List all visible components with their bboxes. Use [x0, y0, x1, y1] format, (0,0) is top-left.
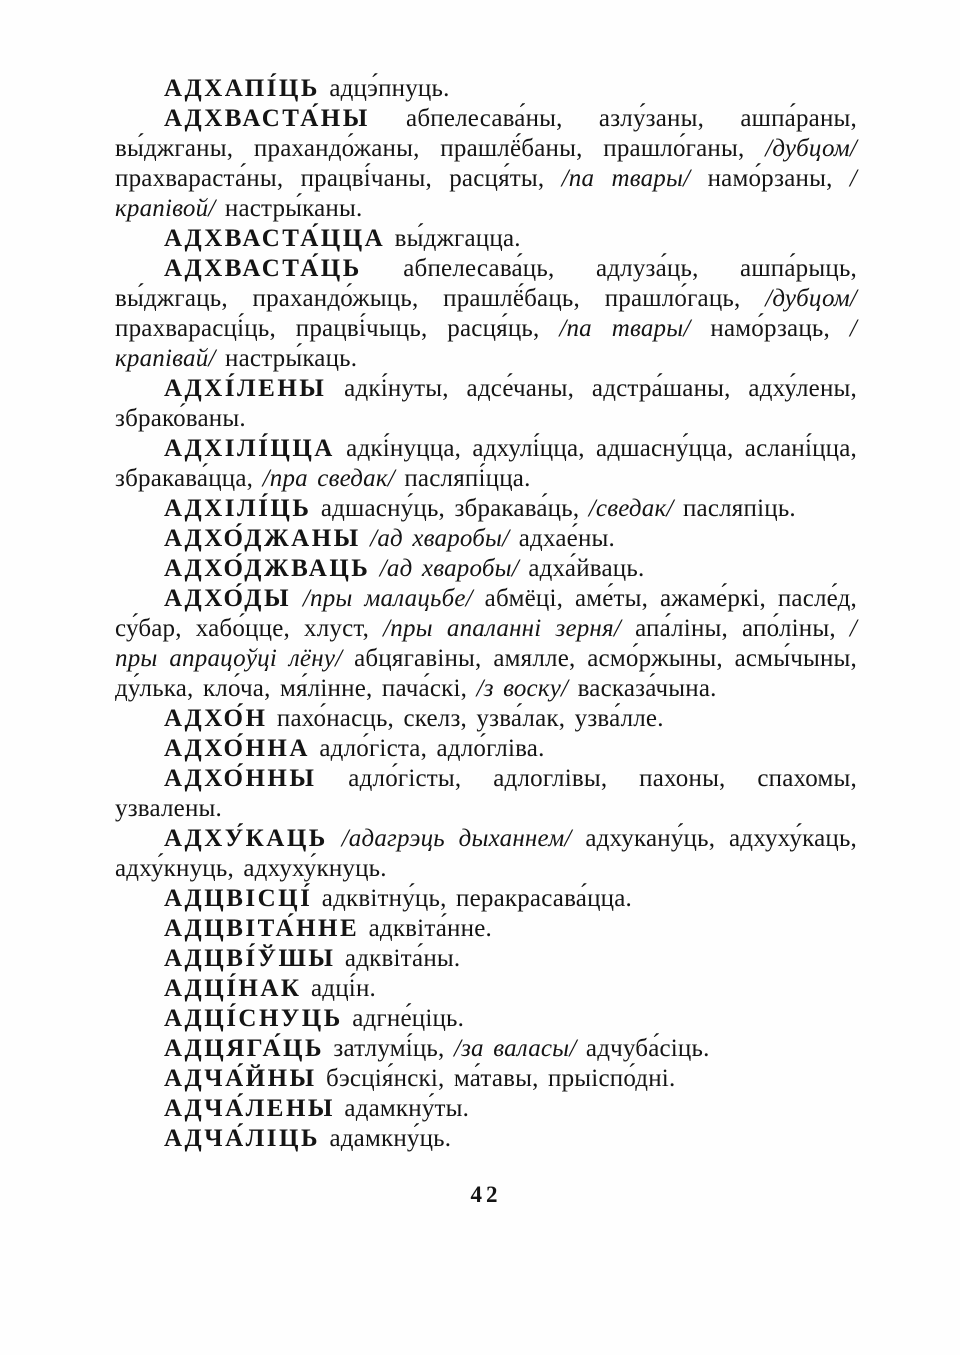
entry-synonyms: адквіта́ны. [335, 945, 461, 972]
entry-synonyms: адха́йваць. [518, 555, 645, 582]
entry-synonyms: адцэ́пнуць. [319, 75, 450, 102]
entry-paragraph [115, 944, 857, 974]
entry-usage-note: /пры малацьбе/ [302, 585, 473, 612]
entry-paragraph [115, 374, 857, 434]
entry-usage-note: /пры апаланні зерня/ [383, 615, 622, 642]
entry-headword: АДЦІ́НАК [164, 975, 302, 1002]
entry-headword: АДХО́ДЫ [164, 585, 291, 612]
entry-usage-note: /ад хваробы/ [379, 555, 519, 582]
entry-synonyms: абмёці, аме́ты, ажаме́ркі, пасле́д, су́бар, хабо́цце, хлуст, [115, 585, 857, 642]
entry-synonyms: адло́гіста, адло́гліва. [309, 735, 545, 762]
entry-paragraph [115, 524, 857, 554]
entry-synonyms: адкі́нуты, адсе́чаны, адстра́шаны, адху́лены, збрако́ваны. [115, 375, 857, 432]
entry-usage-note: /сведак/ [588, 495, 674, 522]
entry-headword: АДХО́ДЖВАЦЬ [164, 555, 371, 582]
entry-headword: АДЧА́ЛЕНЫ [164, 1095, 335, 1122]
entry-usage-note: /па твары/ [561, 165, 691, 192]
entry-synonyms: настры́каць. [215, 345, 358, 372]
entry-synonyms: адамкну́ты. [334, 1095, 470, 1122]
entry-usage-note: /дубцом/ [765, 135, 857, 162]
entry-headword: АДЧА́ЛІЦЬ [164, 1125, 320, 1152]
entry-headword: АДЦЯГА́ЦЬ [164, 1035, 324, 1062]
entry-headword: АДХО́ННЫ [164, 765, 317, 792]
entry-synonyms: вы́джгацца. [385, 225, 521, 252]
entry-synonyms: абпелесава́ны, азлу́заны, ашпа́раны, вы́джганы, прахандо́жаны, прашлё́баны, прашло́ганы, [115, 105, 857, 162]
entry-headword: АДХІЛІ́ЦЬ [164, 495, 312, 522]
entry-usage-note: /пры апрацоўці лёну/ [115, 615, 858, 672]
page-number: 42 [470, 1182, 502, 1207]
entry-synonyms [361, 525, 370, 552]
entry-synonyms: адкі́нуцца, адхулі́цца, адшасну́цца, аслані́цца, збракава́цца, [115, 435, 857, 492]
entry-paragraph [115, 104, 857, 224]
entry-synonyms [370, 555, 379, 582]
entry-synonyms: адшасну́ць, збракава́ць, [311, 495, 589, 522]
entry-synonyms: адгне́ціць. [342, 1005, 465, 1032]
entry-synonyms: абцягавіны, амялле, асмо́ржыны, асмы́чыны, ду́лька, кло́ча, мя́лінне, пача́скі, [115, 645, 857, 702]
entry-synonyms: настры́каны. [215, 195, 363, 222]
entry-paragraph [115, 554, 857, 584]
entry-paragraph [115, 704, 857, 734]
entry-headword: АДЦІ́СНУЦЬ [164, 1005, 343, 1032]
entry-paragraph [115, 1124, 857, 1154]
entry-usage-note: /з воску/ [476, 675, 569, 702]
entry-paragraph [115, 224, 857, 254]
entry-usage-note: /ад хваробы/ [370, 525, 510, 552]
entry-usage-note: /за валасы/ [453, 1035, 577, 1062]
entry-paragraph [115, 1094, 857, 1124]
entry-paragraph [115, 74, 857, 104]
entry-paragraph [115, 974, 857, 1004]
entry-synonyms: адці́н. [301, 975, 376, 1002]
entry-synonyms: адхукану́ць, адхуху́каць, адху́кнуць, адхуху́кнуць. [115, 825, 858, 882]
entry-synonyms: апа́ліны, апо́ліны, [621, 615, 850, 642]
entry-usage-note: /крапівой/ [115, 165, 857, 222]
entry-headword: АДХО́ДЖАНЫ [164, 525, 361, 552]
entry-paragraph [115, 494, 857, 524]
entry-headword: АДХО́Н [164, 705, 268, 732]
entry-synonyms: прахварасці́ць, працві́чыць, расця́ць, [115, 315, 560, 342]
entry-paragraph [115, 584, 857, 704]
entry-usage-note: /дубцом/ [765, 285, 857, 312]
entry-synonyms [291, 585, 303, 612]
entry-synonyms: адквіта́нне. [359, 915, 492, 942]
entry-synonyms: адквітну́ць, перакрасава́цца. [312, 885, 632, 912]
entry-synonyms: пасляпі́цца. [394, 465, 531, 492]
entry-paragraph [115, 254, 857, 374]
entry-synonyms: адхае́ны. [509, 525, 615, 552]
entry-headword: АДЦВІТА́ННЕ [164, 915, 360, 942]
entry-usage-note: /адагрэць дыханнем/ [341, 825, 572, 852]
entry-paragraph [115, 1004, 857, 1034]
entry-headword: АДХВАСТА́ЦЦА [164, 225, 386, 252]
entry-headword: АДХВАСТА́ЦЬ [164, 255, 362, 282]
entry-synonyms: пасляпіць. [673, 495, 796, 522]
entry-headword: АДЦВІ́ЎШЫ [164, 945, 336, 972]
entry-synonyms: намо́рзаць, [690, 315, 850, 342]
entry-paragraph [115, 1064, 857, 1094]
entry-synonyms: абпелесава́ць, адлуза́ць, ашпа́рыць, вы́джгаць, прахандо́жыць, прашлё́баць, прашло́гаць, [115, 255, 857, 312]
entry-usage-note: /па твары/ [559, 315, 691, 342]
entry-headword: АДХО́ННА [164, 735, 310, 762]
entry-headword: АДХАПІ́ЦЬ [164, 75, 320, 102]
entry-usage-note: /пра сведак/ [262, 465, 395, 492]
entry-synonyms: намо́рзаны, [690, 165, 850, 192]
entry-synonyms: адчуба́сіць. [576, 1035, 710, 1062]
entry-synonyms: бэсція́нскі, ма́тавы, прыіспо́дні. [316, 1065, 676, 1092]
entry-paragraph [115, 884, 857, 914]
entry-headword: АДХУ́КАЦЬ [164, 825, 328, 852]
dictionary-entries [115, 74, 857, 1154]
entry-paragraph [115, 434, 857, 494]
entry-synonyms: прахвараста́ны, працві́чаны, расця́ты, [115, 165, 562, 192]
entry-synonyms: васказа́чына. [568, 675, 717, 702]
entry-synonyms: адамкну́ць. [320, 1125, 452, 1152]
entry-paragraph [115, 1034, 857, 1064]
entry-headword: АДХВАСТА́НЫ [164, 105, 370, 132]
entry-paragraph [115, 734, 857, 764]
entry-usage-note: /крапівай/ [115, 315, 857, 372]
entry-headword: АДХІ́ЛЕНЫ [164, 375, 327, 402]
entry-synonyms: пахо́насць, скелз, узва́лак, узва́лле. [267, 705, 664, 732]
entry-paragraph [115, 764, 857, 824]
entry-paragraph [115, 824, 857, 884]
entry-headword: АДЦВІСЦІ́ [164, 885, 313, 912]
entry-headword: АДХІЛІ́ЦЦА [164, 435, 335, 462]
entry-synonyms [328, 825, 342, 852]
entry-headword: АДЧА́ЙНЫ [164, 1065, 317, 1092]
entry-synonyms: адло́гісты, адлоглівы, пахоны, спахомы, узвалены. [115, 765, 857, 822]
entry-synonyms: затлумі́ць, [323, 1035, 454, 1062]
entry-paragraph [115, 914, 857, 944]
